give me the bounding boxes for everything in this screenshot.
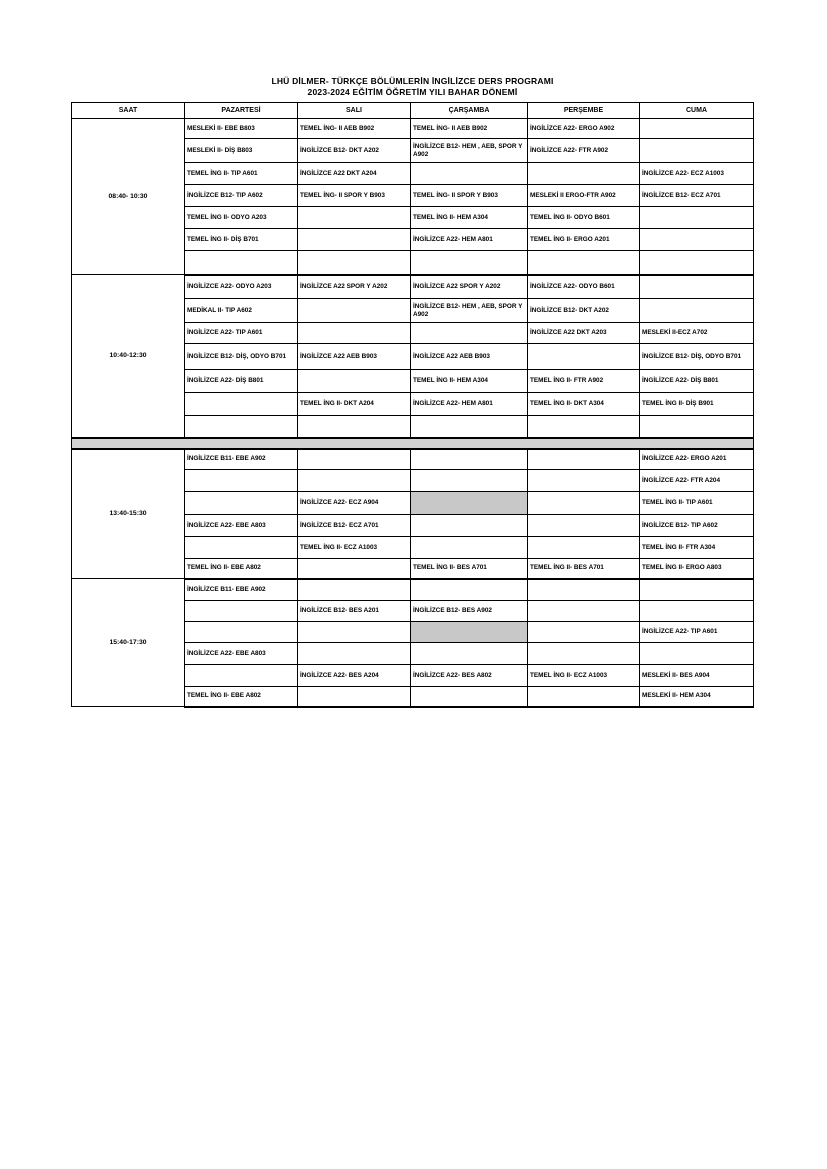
schedule-cell (640, 207, 754, 229)
schedule-cell: İNGİLİZCE B12- BES A902 (411, 601, 528, 622)
schedule-cell (411, 537, 528, 559)
schedule-cell (298, 449, 411, 470)
schedule-cell: MESLEKİ II- BES A904 (640, 665, 754, 687)
schedule-cell (640, 275, 754, 299)
schedule-cell: TEMEL İNG II- DİŞ B901 (640, 393, 754, 416)
schedule-cell: TEMEL İNG II- EBE A802 (185, 687, 298, 707)
schedule-cell (298, 370, 411, 393)
schedule-cell (528, 687, 640, 707)
schedule-cell: İNGİLİZCE A22- TIP A601 (640, 622, 754, 643)
schedule-cell: MESLEKİ II- HEM A304 (640, 687, 754, 707)
schedule-cell: İNGİLİZCE B12- TIP A602 (640, 515, 754, 537)
separator-cell (72, 438, 754, 449)
schedule-cell: İNGİLİZCE A22- ODYO B601 (528, 275, 640, 299)
schedule-cell (411, 163, 528, 185)
schedule-cell (411, 622, 528, 643)
schedule-cell: İNGİLİZCE A22 DKT A204 (298, 163, 411, 185)
schedule-cell (528, 622, 640, 643)
schedule-cell: İNGİLİZCE A22- ERGO A902 (528, 119, 640, 139)
schedule-cell: İNGİLİZCE A22- EBE A803 (185, 515, 298, 537)
schedule-cell (528, 163, 640, 185)
header-cuma: CUMA (640, 103, 754, 119)
schedule-cell: TEMEL İNG II- DKT A204 (298, 393, 411, 416)
schedule-cell: İNGİLİZCE A22- ERGO A201 (640, 449, 754, 470)
schedule-cell (185, 470, 298, 492)
schedule-cell: İNGİLİZCE B12- HEM , AEB, SPOR Y A902 (411, 139, 528, 163)
document-title (72, 76, 753, 98)
schedule-cell: İNGİLİZCE B11- EBE A902 (185, 579, 298, 601)
schedule-cell: TEMEL İNG II- HEM A304 (411, 370, 528, 393)
schedule-cell: İNGİLİZCE A22- HEM A801 (411, 393, 528, 416)
schedule-cell: İNGİLİZCE B12- TIP A602 (185, 185, 298, 207)
header-sali: SALI (298, 103, 411, 119)
table-row (72, 119, 754, 139)
schedule-cell (411, 449, 528, 470)
schedule-cell (298, 687, 411, 707)
schedule-cell (640, 139, 754, 163)
schedule-cell (528, 579, 640, 601)
schedule-cell (298, 643, 411, 665)
schedule-cell (528, 470, 640, 492)
schedule-cell (298, 229, 411, 251)
schedule-cell (640, 229, 754, 251)
schedule-cell (528, 515, 640, 537)
schedule-cell: İNGİLİZCE A22 DKT A203 (528, 323, 640, 344)
schedule-cell (411, 492, 528, 515)
schedule-cell: TEMEL İNG II- ODYO B601 (528, 207, 640, 229)
schedule-cell: İNGİLİZCE A22- BES A802 (411, 665, 528, 687)
schedule-cell: TEMEL İNG II- ERGO A803 (640, 559, 754, 579)
schedule-cell (298, 299, 411, 323)
schedule-cell: TEMEL İNG II- DKT A304 (528, 393, 640, 416)
schedule-cell: TEMEL İNG- II AEB B902 (298, 119, 411, 139)
schedule-cell: TEMEL İNG- II SPOR Y B903 (411, 185, 528, 207)
schedule-cell: İNGİLİZCE A22- DİŞ B801 (640, 370, 754, 393)
schedule-cell: MESLEKİ II- EBE B803 (185, 119, 298, 139)
table-row (72, 449, 754, 470)
schedule-cell (411, 687, 528, 707)
schedule-cell (640, 601, 754, 622)
schedule-cell (185, 622, 298, 643)
schedule-cell (411, 323, 528, 344)
schedule-cell (298, 207, 411, 229)
schedule-cell: TEMEL İNG II- BES A701 (411, 559, 528, 579)
schedule-cell (640, 643, 754, 665)
schedule-cell (411, 251, 528, 275)
schedule-cell: TEMEL İNG II- FTR A902 (528, 370, 640, 393)
schedule-cell: İNGİLİZCE A22 AEB B903 (298, 344, 411, 370)
schedule-cell: İNGİLİZCE B12- ECZ A701 (640, 185, 754, 207)
schedule-cell: TEMEL İNG II- FTR A304 (640, 537, 754, 559)
schedule-cell: İNGİLİZCE B12- DKT A202 (528, 299, 640, 323)
schedule-cell: İNGİLİZCE A22- ECZ A1003 (640, 163, 754, 185)
schedule-cell: İNGİLİZCE A22- HEM A801 (411, 229, 528, 251)
schedule-cell: İNGİLİZCE A22 AEB B903 (411, 344, 528, 370)
schedule-cell (411, 515, 528, 537)
schedule-cell: İNGİLİZCE A22- FTR A902 (528, 139, 640, 163)
header-persembe: PERŞEMBE (528, 103, 640, 119)
schedule-cell (640, 119, 754, 139)
schedule-cell: MESLEKİ II- DİŞ B803 (185, 139, 298, 163)
schedule-body (72, 119, 754, 707)
schedule-cell (528, 492, 640, 515)
schedule-cell: İNGİLİZCE A22- ODYO A203 (185, 275, 298, 299)
schedule-cell: İNGİLİZCE A22 SPOR Y A202 (411, 275, 528, 299)
lunch-separator (72, 438, 754, 449)
schedule-cell: TEMEL İNG II- TIP A601 (640, 492, 754, 515)
schedule-cell (298, 559, 411, 579)
schedule-cell (528, 416, 640, 438)
header-pazartesi: PAZARTESİ (185, 103, 298, 119)
schedule-cell (528, 643, 640, 665)
schedule-cell: İNGİLİZCE A22- EBE A803 (185, 643, 298, 665)
title-line-1: LHÜ DİLMER- TÜRKÇE BÖLÜMLERİN İNGİLİZCE DERS PROGRAMI (271, 76, 554, 86)
schedule-cell (640, 416, 754, 438)
time-slot-cell: 10:40-12:30 (72, 275, 185, 438)
schedule-table (71, 102, 754, 708)
time-slot-cell: 13:40-15:30 (72, 449, 185, 579)
schedule-cell: MESLEKİ II-ECZ A702 (640, 323, 754, 344)
schedule-cell (528, 344, 640, 370)
schedule-cell: İNGİLİZCE B12- DİŞ, ODYO B701 (185, 344, 298, 370)
schedule-cell: MESLEKİ II ERGO-FTR A902 (528, 185, 640, 207)
schedule-cell: TEMEL İNG II- ODYO A203 (185, 207, 298, 229)
schedule-cell (185, 537, 298, 559)
schedule-cell: TEMEL İNG II- ERGO A201 (528, 229, 640, 251)
schedule-cell (298, 323, 411, 344)
schedule-cell: İNGİLİZCE A22- FTR A204 (640, 470, 754, 492)
schedule-cell: İNGİLİZCE A22- TIP A601 (185, 323, 298, 344)
time-slot-cell: 15:40-17:30 (72, 579, 185, 707)
schedule-cell (528, 601, 640, 622)
schedule-cell (528, 251, 640, 275)
schedule-cell (411, 643, 528, 665)
schedule-cell (411, 579, 528, 601)
schedule-cell: TEMEL İNG II- TIP A601 (185, 163, 298, 185)
schedule-cell: TEMEL İNG- II AEB B902 (411, 119, 528, 139)
schedule-cell (411, 470, 528, 492)
schedule-cell (185, 251, 298, 275)
schedule-cell (640, 579, 754, 601)
schedule-cell (640, 299, 754, 323)
schedule-cell (298, 416, 411, 438)
schedule-cell: İNGİLİZCE B11- EBE A902 (185, 449, 298, 470)
schedule-cell: İNGİLİZCE A22- ECZ A904 (298, 492, 411, 515)
schedule-cell: TEMEL İNG II- ECZ A1003 (298, 537, 411, 559)
schedule-cell (528, 449, 640, 470)
schedule-cell (185, 393, 298, 416)
schedule-cell (298, 251, 411, 275)
schedule-cell: TEMEL İNG II- HEM A304 (411, 207, 528, 229)
time-slot-cell: 08:40- 10:30 (72, 119, 185, 275)
schedule-cell: MEDİKAL II- TIP A602 (185, 299, 298, 323)
schedule-cell: İNGİLİZCE B12- BES A201 (298, 601, 411, 622)
schedule-cell (185, 665, 298, 687)
header-carsamba: ÇARŞAMBA (411, 103, 528, 119)
schedule-cell: İNGİLİZCE A22 SPOR Y A202 (298, 275, 411, 299)
schedule-cell: TEMEL İNG II- DİŞ B701 (185, 229, 298, 251)
schedule-cell (185, 601, 298, 622)
schedule-cell: İNGİLİZCE B12- HEM , AEB, SPOR Y A902 (411, 299, 528, 323)
table-row (72, 579, 754, 601)
title-line-2: 2023-2024 EĞİTİM ÖĞRETİM YILI BAHAR DÖNEMİ (307, 87, 518, 97)
schedule-cell: TEMEL İNG II- EBE A802 (185, 559, 298, 579)
schedule-cell: TEMEL İNG- II SPOR Y B903 (298, 185, 411, 207)
schedule-cell (411, 416, 528, 438)
schedule-cell (298, 470, 411, 492)
schedule-cell: İNGİLİZCE B12- DKT A202 (298, 139, 411, 163)
schedule-cell (528, 537, 640, 559)
schedule-cell: TEMEL İNG II- BES A701 (528, 559, 640, 579)
table-row (72, 275, 754, 299)
schedule-cell (298, 622, 411, 643)
schedule-cell: İNGİLİZCE A22- DİŞ B801 (185, 370, 298, 393)
schedule-cell (298, 579, 411, 601)
schedule-cell (185, 492, 298, 515)
schedule-cell: TEMEL İNG II- ECZ A1003 (528, 665, 640, 687)
schedule-cell: İNGİLİZCE B12- ECZ A701 (298, 515, 411, 537)
schedule-cell (185, 416, 298, 438)
schedule-cell: İNGİLİZCE B12- DİŞ, ODYO B701 (640, 344, 754, 370)
schedule-cell (640, 251, 754, 275)
schedule-cell: İNGİLİZCE A22- BES A204 (298, 665, 411, 687)
header-saat: SAAT (72, 103, 185, 119)
header-row (72, 103, 754, 119)
